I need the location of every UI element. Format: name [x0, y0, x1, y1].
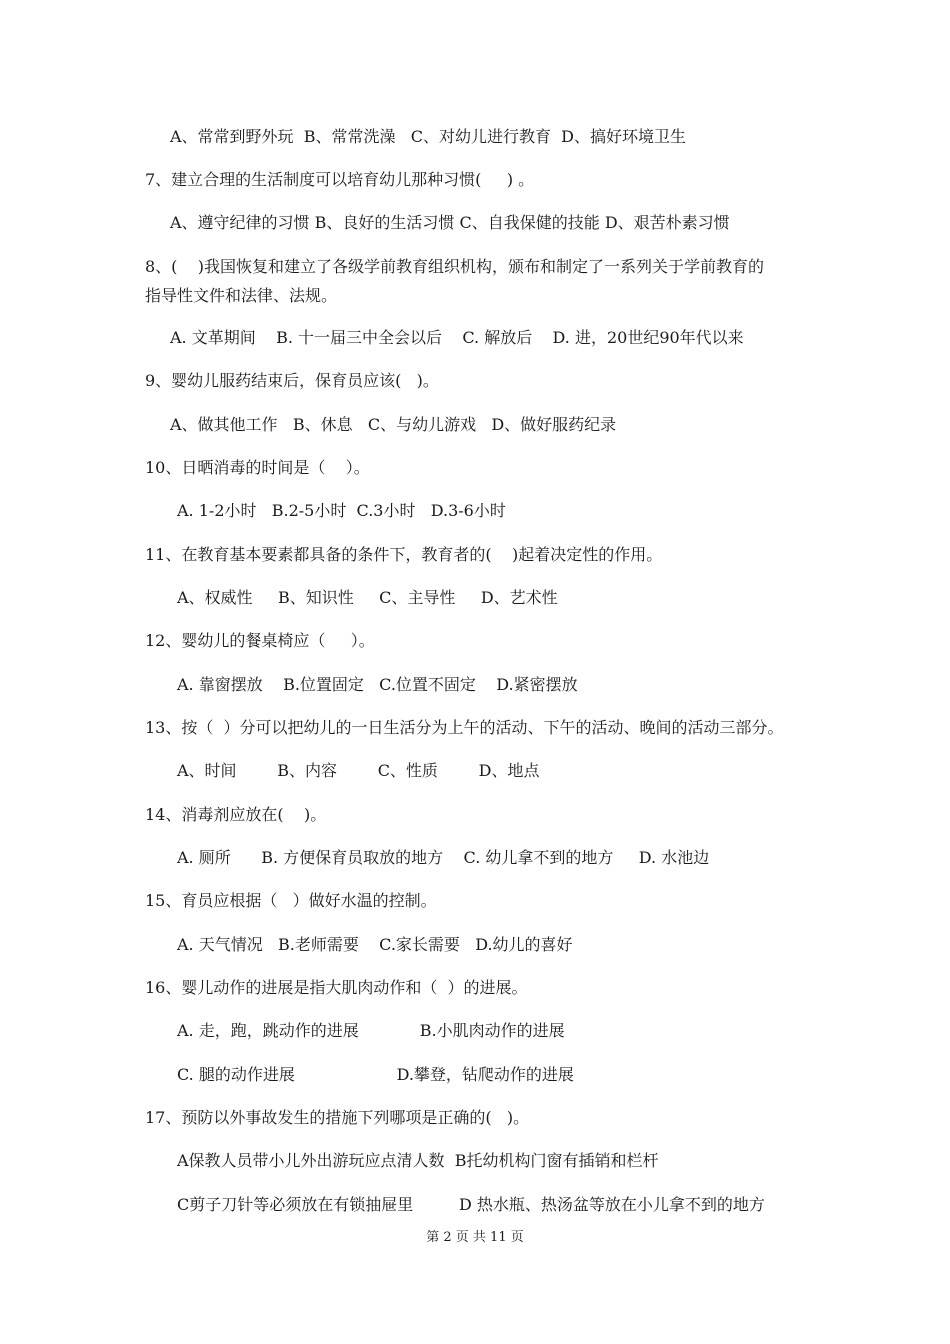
q13-question: 13、按（ ）分可以把幼儿的一日生活分为上午的活动、下午的活动、晚间的活动三部分。: [145, 718, 784, 737]
q6-options: A、常常到野外玩 B、常常洗澡 C、对幼儿进行教育 D、搞好环境卫生: [170, 127, 686, 146]
q16-question: 16、婴儿动作的进展是指大肌肉动作和（ ）的进展。: [145, 978, 528, 997]
q15-question: 15、育员应根据（ ）做好水温的控制。: [145, 891, 437, 910]
q8-options: A. 文革期间 B. 十一届三中全会以后 C. 解放后 D. 进，20世纪90年代以来: [170, 328, 744, 347]
page-footer: 第 2 页 共 11 页: [426, 1230, 524, 1245]
q8-question-line2: 指导性文件和法律、法规。: [145, 286, 338, 305]
q17-question: 17、预防以外事故发生的措施下列哪项是正确的( )。: [145, 1108, 530, 1127]
q16-options-row2: C. 腿的动作进展 D.攀登，钻爬动作的进展: [177, 1065, 574, 1084]
q16-options-row1: A. 走，跑，跳动作的进展 B.小肌肉动作的进展: [177, 1021, 565, 1040]
q7-question: 7、建立合理的生活制度可以培育幼儿那种习惯( ) 。: [145, 170, 535, 189]
q10-question: 10、日晒消毒的时间是（ ）。: [145, 458, 370, 477]
q11-options: A、权威性 B、知识性 C、主导性 D、艺术性: [177, 588, 558, 607]
q7-options: A、遵守纪律的习惯 B、良好的生活习惯 C、自我保健的技能 D、艰苦朴素习惯: [170, 213, 730, 232]
q12-question: 12、婴幼儿的餐桌椅应（ ）。: [145, 631, 375, 650]
q17-options-row1: A保教人员带小儿外出游玩应点清人数 B托幼机构门窗有插销和栏杆: [177, 1151, 659, 1170]
q13-options: A、时间 B、内容 C、性质 D、地点: [177, 761, 540, 780]
q15-options: A. 天气情况 B.老师需要 C.家长需要 D.幼儿的喜好: [177, 935, 573, 954]
q9-question: 9、婴幼儿服药结束后，保育员应该( )。: [145, 371, 439, 390]
q12-options: A. 靠窗摆放 B.位置固定 C.位置不固定 D.紧密摆放: [177, 675, 578, 694]
q14-question: 14、消毒剂应放在( )。: [145, 805, 327, 824]
q17-options-row2: C剪子刀针等必须放在有锁抽屉里 D 热水瓶、热汤盆等放在小儿拿不到的地方: [177, 1195, 765, 1214]
q14-options: A. 厕所 B. 方便保育员取放的地方 C. 幼儿拿不到的地方 D. 水池边: [177, 848, 710, 867]
q10-options: A. 1-2小时 B.2-5小时 C.3小时 D.3-6小时: [177, 501, 506, 520]
q9-options: A、做其他工作 B、休息 C、与幼儿游戏 D、做好服药纪录: [170, 415, 617, 434]
q11-question: 11、在教育基本要素都具备的条件下，教育者的( )起着决定性的作用。: [145, 545, 663, 564]
q8-question-line1: 8、( )我国恢复和建立了各级学前教育组织机构，颁布和制定了一系列关于学前教育的: [145, 257, 765, 276]
